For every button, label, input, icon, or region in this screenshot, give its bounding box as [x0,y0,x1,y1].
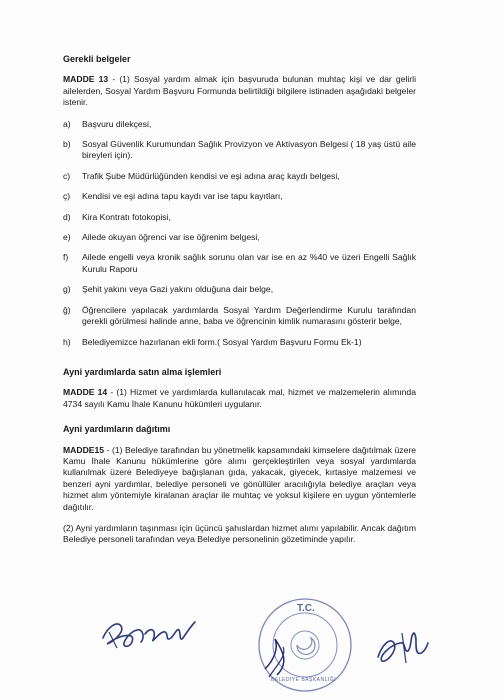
list-item [63,171,416,182]
article-14 [63,387,416,410]
list-item-marker: c) [63,170,71,181]
section-heading-purchasing: Ayni yardımlarda satın alma işlemleri [63,366,222,377]
list-item [63,284,416,295]
article-13-label: MADDE 13 [63,74,109,85]
list-item [63,212,416,223]
article-15-text: - (1) Belediye tarafından bu yönetmelik kapsamındaki kimselere dağıtılmak üzere Kamu İhale Kanunu hükümlerine göre alımı gerçekleştirilen veya sosyal yardımlarda kullanılmak üzere Belediyeye bağışlanan gıda, yakacak, giyecek, kırtasiye malzemesi ve benzeri ayni yardımlar, belediye personeli ve gönüllüler aracılığıyla belediye araçları veya hizmet alım yöntemiyle kiralanan araçlar ile muhtaç ve yoksul kişilere en uygun yöntemlerle dağıtılır. [63,444,416,512]
list-item-text: Kendisi ve eşi adına tapu kaydı var ise tapu kayıtları, [82,191,283,202]
article-15 [63,445,416,513]
list-item [63,119,416,130]
signature-left [95,608,205,658]
list-item [63,232,416,243]
list-item-text: Ailede okuyan öğrenci var ise öğrenim belgesi, [82,232,260,243]
article-14-text: - (1) Hizmet ve yardımlarda kullanılacak mal, hizmet ve malzemelerin alımında 4734 sayılı Kamu İhale Kanunu hükümleri uygulanır. [63,387,416,409]
list-item [63,337,416,348]
article-15-label: MADDE15 [63,444,105,455]
article-14-label: MADDE 14 [63,387,108,398]
list-item-marker: g) [63,284,71,295]
list-item-marker: h) [63,336,71,347]
section-heading-distribution: Ayni yardımların dağıtımı [63,424,171,435]
list-item-marker: a) [63,118,71,129]
list-item-text: Başvuru dilekçesi, [82,118,152,129]
article-13-text: - (1) Sosyal yardım almak için başvuruda bulunan muhtaç kişi ve dar gelirli ailelerden, Sosyal Yardım Başvuru Formunda belirtildiği bilgilere istinaden aşağıdaki belgeler istenir. [63,74,416,108]
list-item-marker: d) [63,211,71,222]
list-item [63,139,416,162]
list-item-text: Belediyemizce hazırlanan ekli form.( Sosyal Yardım Başvuru Formu Ek-1) [82,336,362,347]
signature-right [372,623,432,673]
list-item-marker: e) [63,232,71,243]
list-item-text: Trafik Şube Müdürlüğünden kendisi ve eşi adına araç kaydı belgesi, [82,170,340,181]
article-15-paragraph-2: (2) Ayni yardımların taşınması için üçüncü şahıslardan hizmet alımı yapılabilir. Ancak dağıtım Belediye personeli tarafından veya Belediye personelinin gözetiminde yapılır. [63,522,416,545]
document-body [63,54,416,556]
list-item-marker: f) [63,252,69,263]
article-13 [63,74,416,108]
list-item-text: Şehit yakını veya Gazi yakını olduğuna dair belge, [82,284,274,295]
list-item-text: Sosyal Güvenlik Kurumundan Sağlık Provizyon ve Aktivasyon Belgesi ( 18 yaş üstü aile bireyleri için). [82,139,416,161]
list-item-marker: b) [63,139,71,150]
section-heading-required-documents: Gerekli belgeler [63,54,131,64]
list-item-marker: ç) [63,191,71,202]
stamp-ring-text: BELEDİYE BAŞKANLIĞI [271,677,337,683]
stamp-top-text: T.C. [297,603,315,614]
list-item [63,252,416,275]
list-item-text: Ailede engelli veya kronik sağlık sorunu olan var ise en az %40 ve üzeri Engelli Sağlık Kurulu Raporu [82,252,416,274]
list-item-text: Kira Kontratı fotokopisi, [82,211,171,222]
list-item-text: Öğrencilere yapılacak yardımlarda Sosyal Yardım Değerlendirme Kurulu tarafından gerekli görülmesi halinde anne, baba ve öğrencinin kimlik numarasını gösterir belge, [82,304,416,327]
list-item [63,191,416,202]
list-item-marker: ğ) [63,304,71,315]
list-item [63,305,416,328]
official-stamp [253,595,358,695]
